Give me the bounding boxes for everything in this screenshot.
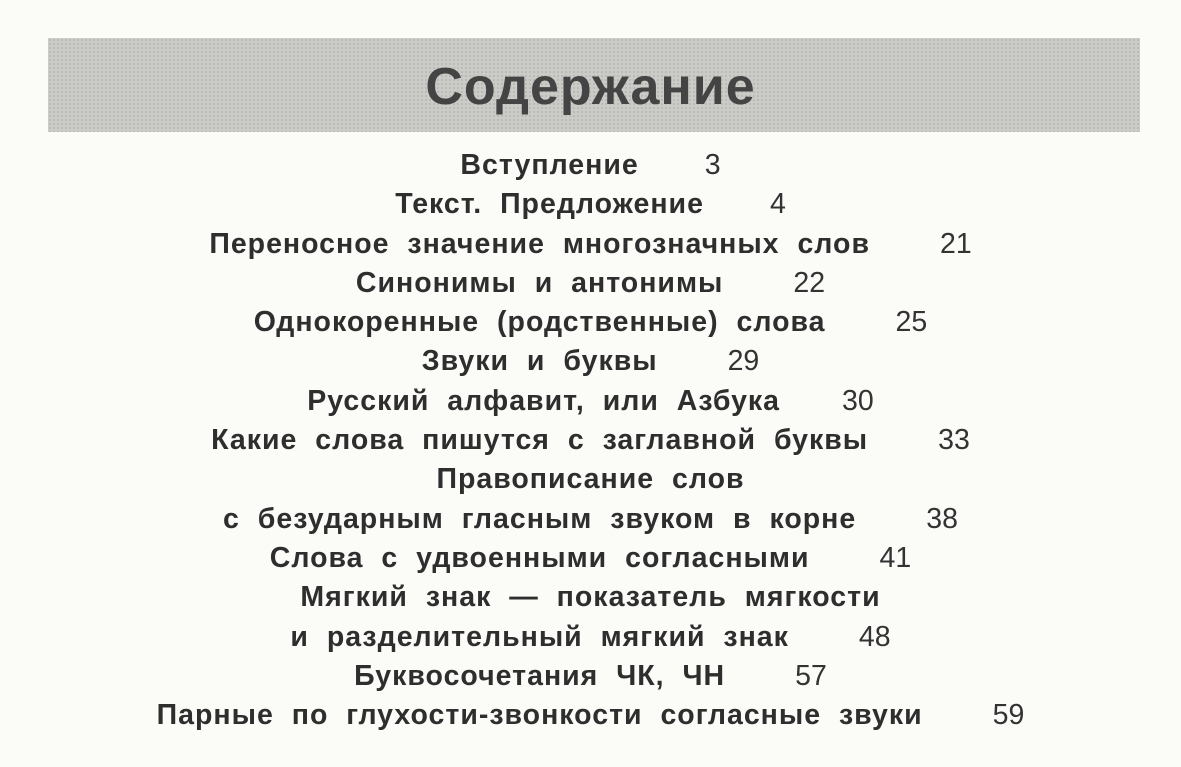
toc-entry (0, 539, 1181, 578)
toc-entry-title: Переносное значение многозначных слов (209, 227, 870, 260)
toc-entry-page: 3 (704, 149, 721, 181)
toc-entry (0, 225, 1181, 264)
toc-entry (0, 500, 1181, 539)
toc-entry-title: Буквосочетания ЧК, ЧН (354, 659, 726, 692)
toc-entry (0, 146, 1181, 185)
toc-entry-page: 29 (727, 345, 760, 378)
toc-entry-title: Русский алфавит, или Азбука (307, 384, 781, 417)
toc-entry (0, 421, 1181, 460)
page-title: Содержание (425, 58, 756, 116)
toc-entry (0, 657, 1181, 696)
toc-entry-title: и разделительный мягкий знак (290, 620, 789, 653)
toc-entry-page: 21 (939, 227, 972, 260)
toc-entry-page: 41 (879, 541, 912, 574)
toc-entry (0, 264, 1181, 303)
toc-entry-page: 22 (793, 266, 826, 299)
toc-entry-title: Мягкий знак — показатель мягкости (300, 581, 881, 614)
toc-entry-page: 4 (769, 188, 786, 221)
toc-entry (0, 578, 1181, 617)
toc-entry-page: 25 (895, 306, 928, 339)
toc-entry-title: Звуки и буквы (421, 345, 658, 378)
toc-entry-title: Слова с удвоенными согласными (269, 541, 810, 574)
toc-entry-title: Парные по глухости-звонкости согласные звуки (156, 699, 923, 732)
toc-entry-title: Вступление (460, 149, 639, 181)
toc-entry-title: Какие слова пишутся с заглавной буквы (211, 424, 869, 457)
toc-entry-page: 38 (926, 502, 958, 535)
toc-entry-page: 33 (938, 424, 970, 457)
toc-entry (0, 303, 1181, 342)
toc-entry (0, 185, 1181, 224)
toc-entry-page: 59 (992, 699, 1025, 732)
toc-entry-page: 30 (842, 384, 874, 417)
toc-entry (0, 382, 1181, 421)
toc-entry-title: Текст. Предложение (395, 188, 704, 221)
toc-entry-title: с безударным гласным звуком в корне (223, 502, 857, 535)
toc-entry (0, 342, 1181, 381)
toc-entry-page: 48 (858, 620, 891, 653)
toc-entry-title: Однокоренные (родственные) слова (253, 306, 826, 339)
toc-entry-title: Синонимы и антонимы (355, 266, 724, 299)
toc-entry-title: Правописание слов (436, 463, 745, 496)
toc-entry (0, 696, 1181, 735)
toc-entry-page: 57 (795, 659, 827, 692)
toc-entry (0, 460, 1181, 499)
table-of-contents (0, 146, 1181, 735)
toc-entry (0, 618, 1181, 657)
